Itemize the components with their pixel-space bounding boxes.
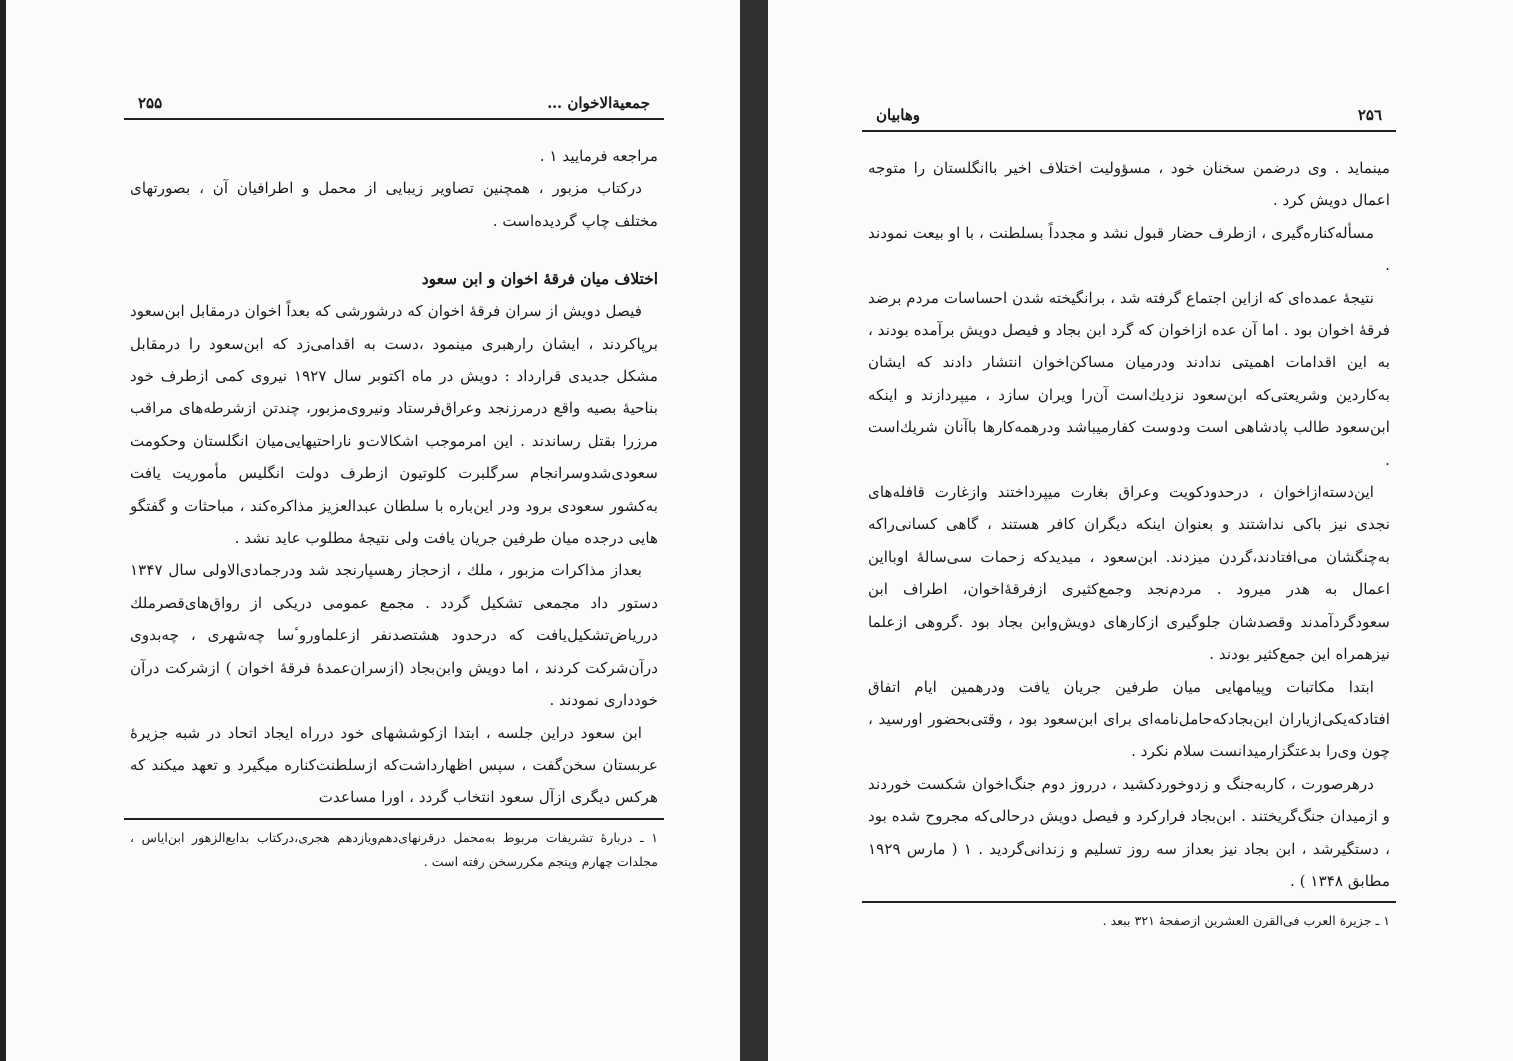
paragraph: بعداز مذاکرات مزبور ، ملك ، ازحجاز رهسپارنجد شد ودرجمادی‌الاولی سال ۱۳۴۷ دستور داد مجمعی تشکیل گردد . مجمع عمومی دریکی از رواق‌های‌قصرملك درریاض‌تشکیل‌یافت که درحدود هشتصدنفر ازعلماوروٴسا چه‌شهری ، چه‌بدوی درآن‌شرکت کردند ، اما دویش وابن‌بجاد (ازسران‌عمدهٔ فرقهٔ اخوان ) ازشرکت درآن خودداری نمودند . xyxy=(130,561,658,710)
page-header xyxy=(124,88,664,120)
intro-line: مراجعه فرمایید ۱ . xyxy=(539,147,658,165)
page-number: ۲۵٦ xyxy=(1357,106,1382,124)
footnote-rule xyxy=(862,901,1396,903)
paragraph: مسأله‌کناره‌گیری ، ازطرف حضار قبول نشد و مجدداً بسلطنت ، با او بیعت نمودند . xyxy=(868,223,1390,275)
footnote: ۱ ـ دربارهٔ تشریفات مربوط به‌محمل درقرنهای‌دهم‌ویازدهم هجری،درکتاب بدایع‌الزهور ابن‌ایاس ، مجلدات چهارم وپنجم مکررسخن رفته است . xyxy=(130,829,658,869)
paragraph: ابن سعود دراین جلسه ، ابتدا ازکوششهای خود درراه ایجاد اتحاد در شبه جزیرهٔ عربستان سخن‌گفت ، سپس اظهارداشت‌که ازسلطنت‌کناره میگیرد و تعهد میکند که هرکس دیگری ازآل سعود انتخاب گردد ، اورا مساعدت xyxy=(130,723,658,807)
footnote-rule xyxy=(124,818,664,820)
page-body xyxy=(124,140,664,814)
intro-line: درکتاب مزبور ، همچنین تصاویر زیبایی از محمل و اطرافیان آن ، بصورتهای مختلف چاپ گردیده‌است . xyxy=(130,179,658,230)
section-heading: اختلاف میان فرقهٔ اخوان و ابن سعود xyxy=(421,270,658,289)
paragraph: فیصل دویش از سران فرقهٔ اخوان که درشورشی که بعداً اخوان درمقابل ابن‌سعود برپاکردند ، ایشان رارهبری مینمود ،دست به اقدامی‌زد که ابن‌سعود را درمقابل مشکل جدیدی قرارداد : دویش در ماه اکتوبر سال ۱۹۲۷ نیروی کمی ازطرف خود بناحیهٔ بصیه واقع درمرزنجد وعراق‌فرستاد ونیروی‌مزبور، چندتن ازشرطه‌های مراقب مرزرا بقتل رساندند . این امرموجب اشکالات‌و ناراحتیهایی‌میان انگلستان وحکومت سعودی‌شدوسرانجام سرگلبرت کلوتیون ازطرف دولت انگلیس مأموریت یافت به‌کشور سعودی برود ودر این‌باره با سلطان عبدالعزیز مذاکره‌کند ، مباحثات و گفتگو هایی درجده میان طرفین جریان یافت ولی نتیجهٔ مطلوب عاید نشد . xyxy=(130,302,659,548)
page-header xyxy=(862,100,1396,132)
paragraph: ابتدا مکاتبات وپیامهایی میان طرفین جریان یافت ودرهمین ایام اتفاق افتادکه‌یکی‌ازیاران ابن‌بجادکه‌حامل‌نامه‌ای برای ابن‌سعود بود ، وقتی‌بحضور اورسید ، چون وی‌را بدعتگزارمیدانست سلام نکرد . xyxy=(868,677,1390,761)
page-body xyxy=(862,152,1396,897)
running-title: جمعیة‌الاخوان … xyxy=(547,94,650,112)
footnote: ۱ ـ جزیرة العرب فی‌القرن العشرین ازصفحهٔ ۳۲۱ ببعد . xyxy=(1102,913,1390,929)
page-256 xyxy=(862,100,1396,933)
page-number: ۲۵۵ xyxy=(138,94,163,112)
paragraph: نتیجهٔ عمده‌ای که ازاین اجتماع گرفته شد ، برانگیخته شدن احساسات مردم برضد فرقهٔ اخوان بود . اما آن عده ازاخوان که گرد ابن بجاد و فیصل دویش برآمده بودند ، به این اقدامات اهمیتی ندادند ودرمیان مساکن‌اخوان انتشار دادند که ایشان به‌کاردین وشریعتی‌که ابن‌سعود نزدیك‌است آن‌را ویران سازد ، میپردازند و اینکه ابن‌سعود طالب پادشاهی است ودوست کفارمیباشد ودرهمه‌کارها باآنان شریك‌است . xyxy=(868,288,1390,469)
page-255 xyxy=(124,88,664,874)
running-title: وهابیان xyxy=(876,106,921,124)
paragraph: این‌دسته‌ازاخوان ، درحدودکویت وعراق بغارت میپرداختند وازغارت قافله‌های نجدی نیز باکی نداشتند و بعنوان اینکه دیگران کافر هستند ، گاهی کسانی‌راکه به‌چنگشان می‌افتادند،گردن میزدند. ابن‌سعود ، میدیدکه زحمات سی‌سالهٔ اوبااین اعمال به هدر میرود . مردم‌نجد وجمع‌کثیری ازفرقهٔ‌اخوان، اطراف ابن سعودگردآمدند وقصدشان جلوگیری ازکارهای دویش‌وابن بجاد بود .گروهی ازعلما نیزهمراه این جمع‌کثیر بودند . xyxy=(868,483,1390,664)
paragraph: درهرصورت ، کاربه‌جنگ و زدوخورد‌کشید ، درروز دوم جنگ‌اخوان شکست خوردند و ازمیدان جنگ‌گریختند . ابن‌بجاد فرارکرد و فیصل دویش درحالی‌که مجروح شده بود ، دستگیرشد ، ابن بجاد نیز بعداز سه روز تسلیم و زندانی‌گردید . ۱ ( مارس ۱۹۲۹ مطابق ۱۳۴۸ ) . xyxy=(868,774,1391,890)
paragraph: مینماید . وی درضمن سخنان خود ، مسؤولیت اختلاف اخیر باانگلستان را متوجه اعمال دویش کرد . xyxy=(868,159,1390,210)
spread-gutter xyxy=(740,0,768,1061)
